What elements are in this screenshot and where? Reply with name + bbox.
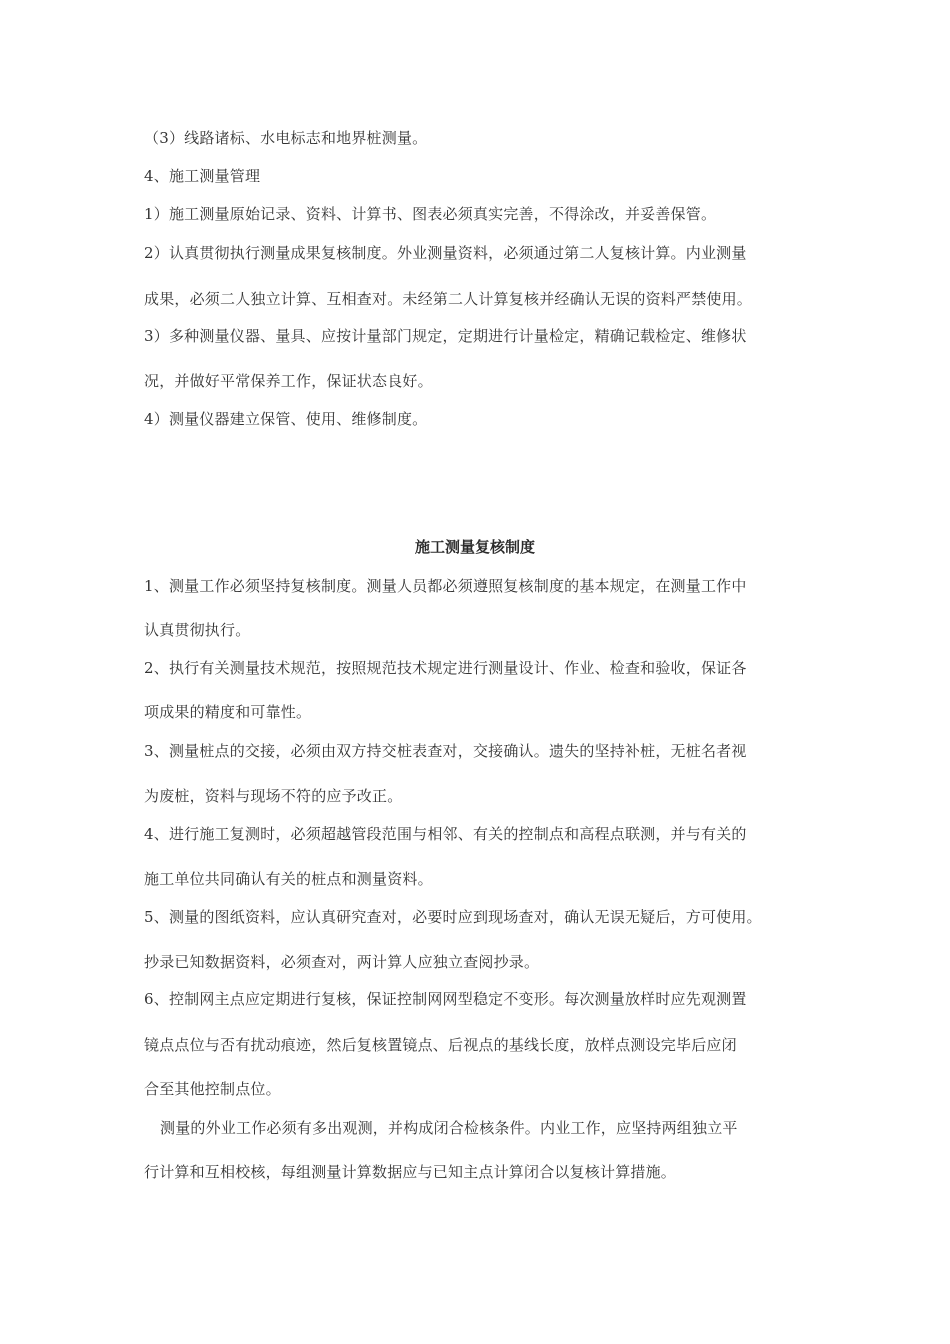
paragraph-line-a3: 1）施工测量原始记录、资料、计算书、图表必须真实完善，不得涂改，并妥善保管。 <box>144 205 717 223</box>
paragraph-line-b13: 合至其他控制点位。 <box>144 1080 281 1098</box>
paragraph-line-b14: 测量的外业工作必须有多出观测，并构成闭合检核条件。内业工作，应坚持两组独立平 <box>160 1119 738 1137</box>
paragraph-line-a4: 2）认真贯彻执行测量成果复核制度。外业测量资料，必须通过第二人复核计算。内业测量 <box>144 244 747 262</box>
paragraph-line-a6: 3）多种测量仪器、量具、应按计量部门规定，定期进行计量检定，精确记载检定、维修状 <box>144 327 747 345</box>
paragraph-line-b11: 6、控制网主点应定期进行复核，保证控制网网型稳定不变形。每次测量放样时应先观测置 <box>144 990 747 1008</box>
paragraph-line-b12: 镜点点位与否有扰动痕迹，然后复核置镜点、后视点的基线长度，放样点测设完毕后应闭 <box>144 1036 737 1054</box>
paragraph-line-b3: 2、执行有关测量技术规范，按照规范技术规定进行测量设计、作业、检查和验收，保证各 <box>144 659 747 677</box>
paragraph-line-b6: 为废桩，资料与现场不符的应予改正。 <box>144 787 403 805</box>
paragraph-line-a5: 成果，必须二人独立计算、互相查对。未经第二人计算复核并经确认无误的资料严禁使用。 <box>144 290 753 308</box>
paragraph-line-b9: 5、测量的图纸资料，应认真研究查对，必要时应到现场查对，确认无误无疑后，方可使用。 <box>144 908 762 926</box>
paragraph-line-b7: 4、进行施工复测时，必须超越管段范围与相邻、有关的控制点和高程点联测，并与有关的 <box>144 825 747 843</box>
paragraph-line-b1: 1、测量工作必须坚持复核制度。测量人员都必须遵照复核制度的基本规定，在测量工作中 <box>144 577 747 595</box>
paragraph-line-b8: 施工单位共同确认有关的桩点和测量资料。 <box>144 870 433 888</box>
paragraph-line-b2: 认真贯彻执行。 <box>144 621 251 639</box>
paragraph-line-a1: （3）线路诸标、水电标志和地界桩测量。 <box>144 129 428 147</box>
paragraph-line-b4: 项成果的精度和可靠性。 <box>144 703 312 721</box>
paragraph-line-b10: 抄录已知数据资料，必须查对，两计算人应独立查阅抄录。 <box>144 953 540 971</box>
paragraph-line-b5: 3、测量桩点的交接，必须由双方持交桩表查对，交接确认。遗失的坚持补桩，无桩名者视 <box>144 742 747 760</box>
section-heading-survey-management: 4、施工测量管理 <box>144 167 261 185</box>
paragraph-line-a8: 4）测量仪器建立保管、使用、维修制度。 <box>144 410 428 428</box>
paragraph-line-b15: 行计算和互相校核，每组测量计算数据应与已知主点计算闭合以复核计算措施。 <box>144 1163 677 1181</box>
paragraph-line-a7: 况，并做好平常保养工作，保证状态良好。 <box>144 372 433 390</box>
section-title: 施工测量复核制度 <box>414 538 535 556</box>
